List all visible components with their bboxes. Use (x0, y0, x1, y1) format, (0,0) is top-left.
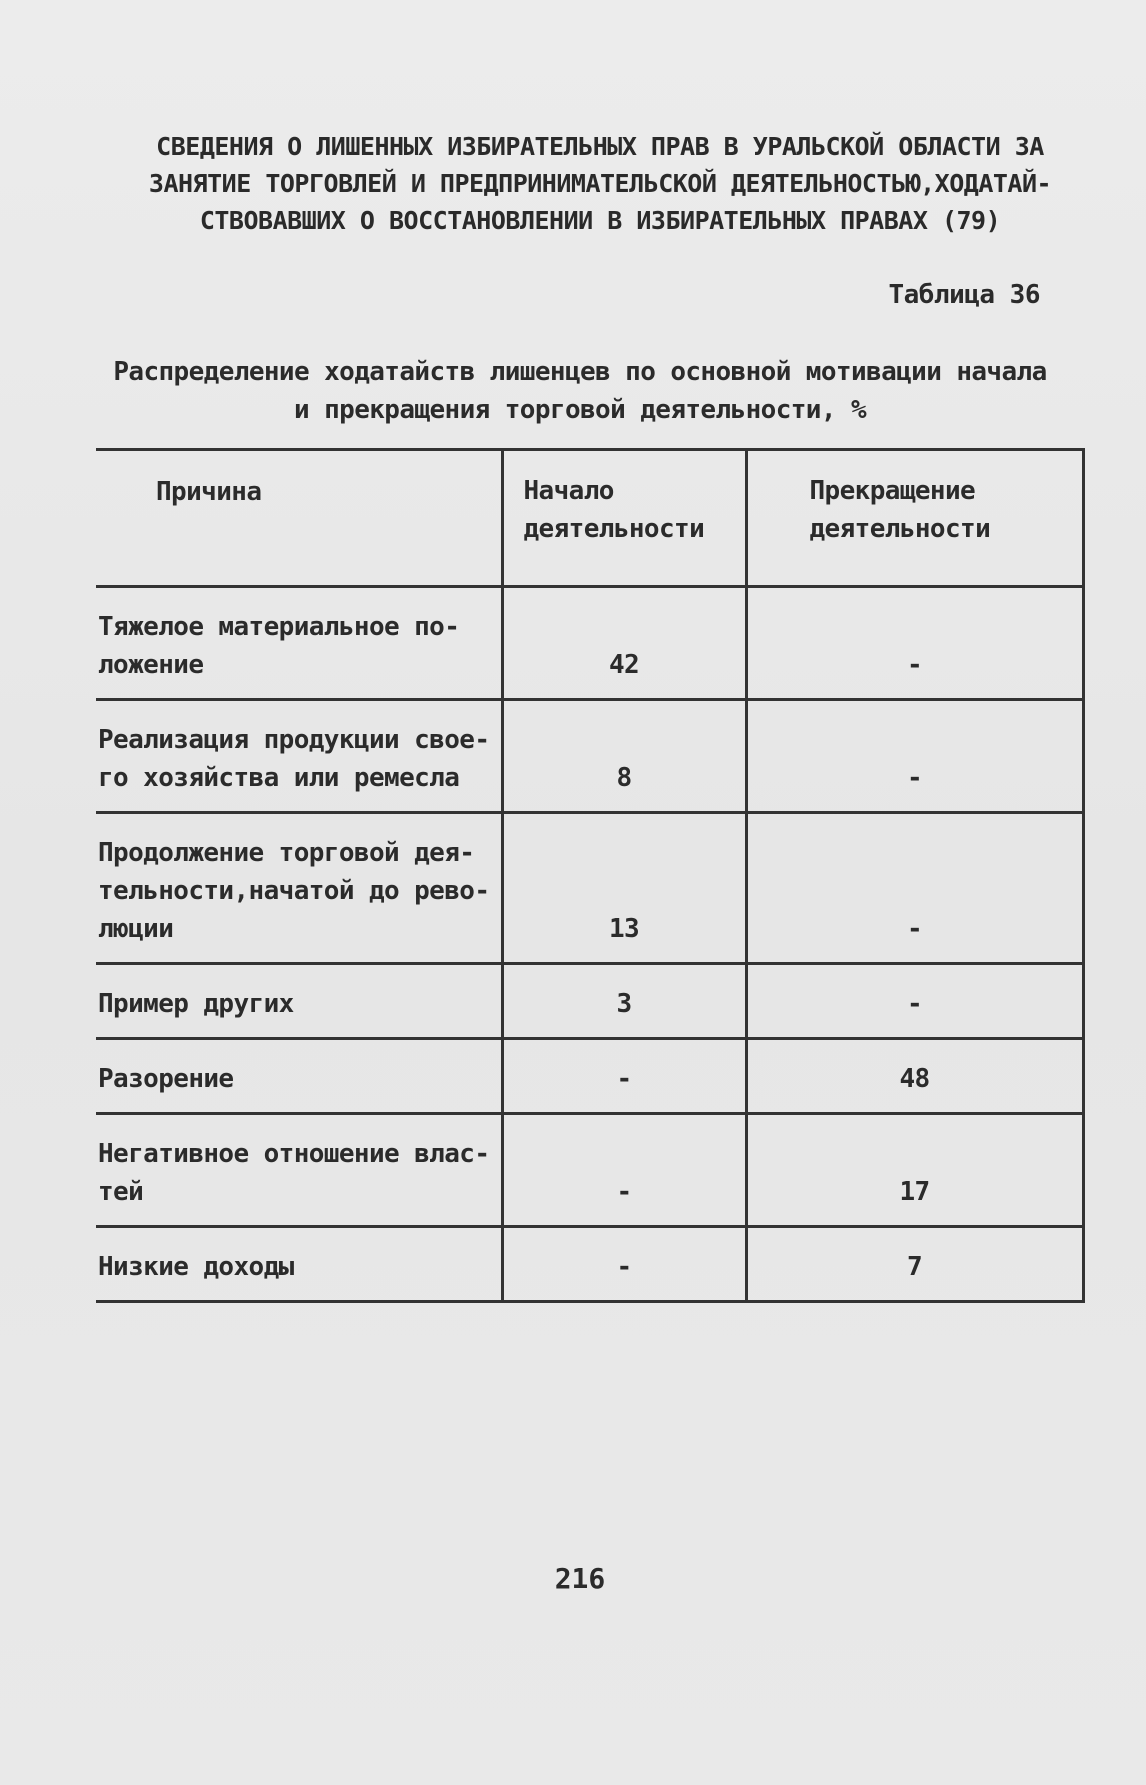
header-stop-line: деятельности (809, 514, 991, 544)
table-caption (100, 353, 1060, 429)
table-row (96, 1227, 1083, 1302)
reason-line: Низкие доходы (98, 1252, 294, 1282)
cell-reason (96, 964, 502, 1039)
cell-reason (96, 813, 502, 964)
cell-start: - (502, 1039, 746, 1114)
document-heading (110, 128, 1090, 239)
reason-line: го хозяйства или ремесла (98, 763, 460, 793)
reason-line: люции (98, 914, 174, 944)
table-row (96, 813, 1083, 964)
header-reason: Причина (96, 450, 502, 587)
header-stop-line: Прекращение (809, 476, 976, 506)
page-number: 216 (554, 1562, 606, 1595)
reason-line: Реализация продукции свое- (98, 725, 490, 755)
cell-reason (96, 1039, 502, 1114)
cell-start: - (502, 1227, 746, 1302)
reason-line: Негативное отношение влас- (98, 1139, 490, 1169)
header-start-line: Начало (523, 476, 614, 506)
cell-reason (96, 700, 502, 813)
cell-start: - (502, 1114, 746, 1227)
reason-line: тельности,начатой до рево- (98, 876, 490, 906)
cell-stop: - (746, 813, 1083, 964)
header-start (502, 450, 746, 587)
caption-line: Распределение ходатайств лишенцев по основной мотивации начала (113, 357, 1047, 387)
heading-line: СТВОВАВШИХ О ВОССТАНОВЛЕНИИ В ИЗБИРАТЕЛЬНЫХ ПРАВАХ (79) (199, 206, 1001, 235)
data-table (96, 448, 1085, 1303)
cell-stop: 7 (746, 1227, 1083, 1302)
heading-line: ЗАНЯТИЕ ТОРГОВЛЕЙ И ПРЕДПРИНИМАТЕЛЬСКОЙ ДЕЯТЕЛЬНОСТЬЮ,ХОДАТАЙ- (148, 169, 1052, 198)
cell-start: 8 (502, 700, 746, 813)
cell-start: 13 (502, 813, 746, 964)
reason-line: ложение (98, 650, 204, 680)
cell-reason (96, 1114, 502, 1227)
cell-start: 42 (502, 587, 746, 700)
reason-line: Продолжение торговой дея- (98, 838, 475, 868)
header-stop (746, 450, 1083, 587)
table-row (96, 964, 1083, 1039)
table-number: Таблица 36 (888, 280, 1040, 310)
header-start-line: деятельности (523, 514, 705, 544)
table-row (96, 700, 1083, 813)
heading-line: СВЕДЕНИЯ О ЛИШЕННЫХ ИЗБИРАТЕЛЬНЫХ ПРАВ В УРАЛЬСКОЙ ОБЛАСТИ ЗА (156, 132, 1044, 161)
cell-stop: 17 (746, 1114, 1083, 1227)
caption-line: и прекращения торговой деятельности, % (293, 395, 867, 425)
cell-reason (96, 1227, 502, 1302)
cell-start: 3 (502, 964, 746, 1039)
reason-line: Тяжелое материальное по- (98, 612, 460, 642)
reason-line: Разорение (98, 1064, 234, 1094)
cell-stop: - (746, 700, 1083, 813)
reason-line: Пример других (98, 989, 294, 1019)
cell-stop: 48 (746, 1039, 1083, 1114)
table-row (96, 1114, 1083, 1227)
cell-stop: - (746, 587, 1083, 700)
cell-reason (96, 587, 502, 700)
reason-line: тей (98, 1177, 144, 1207)
cell-stop: - (746, 964, 1083, 1039)
table-header-row (96, 450, 1083, 587)
table-row (96, 1039, 1083, 1114)
table-row (96, 587, 1083, 700)
